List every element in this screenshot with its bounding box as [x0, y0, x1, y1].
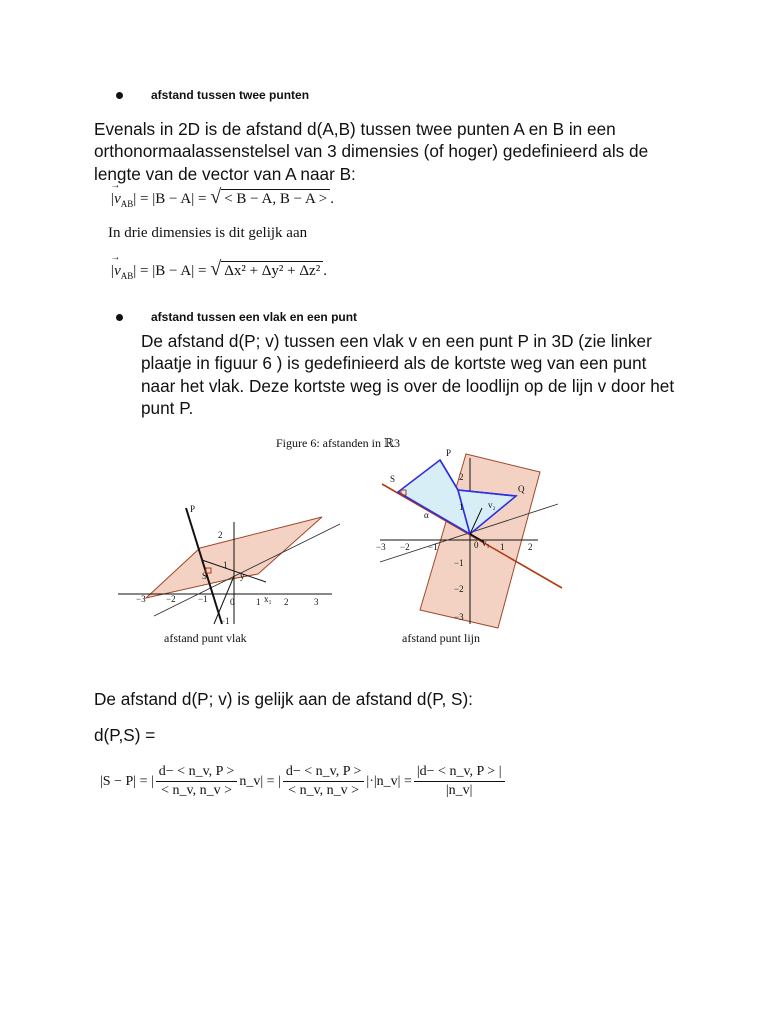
fraction-numerator: |d− < n_v, P > |	[414, 764, 505, 782]
label-P: P	[446, 448, 452, 458]
note-three-dimensions: In drie dimensies is dit gelijk aan	[108, 225, 308, 241]
fraction-1	[156, 764, 238, 799]
figure-6-diagram	[118, 448, 568, 654]
tick-x: −2	[166, 594, 176, 604]
label-P: P	[190, 504, 196, 514]
tick-y: 2	[459, 472, 464, 482]
bullet-dot	[116, 314, 123, 321]
formula-v: |v	[110, 191, 121, 207]
bullet-item-distance-two-points	[116, 88, 309, 102]
tick-x: 3	[314, 597, 319, 607]
label-v2: v₂	[488, 500, 496, 510]
fraction-numerator: d− < n_v, P >	[156, 764, 238, 782]
sqrt-radicand: Δx² + Δy² + Δz²	[221, 261, 323, 280]
tick-x: −1	[198, 594, 208, 604]
section-heading: afstand tussen twee punten	[151, 88, 310, 102]
sqrt-sign: √	[210, 186, 222, 208]
tick-x: −3	[376, 542, 386, 552]
tick-y: −3	[454, 612, 464, 622]
formula-end: .	[323, 263, 327, 279]
tick-y: 1	[459, 502, 464, 512]
tick-x: 0	[230, 597, 235, 607]
fraction-numerator: d− < n_v, P >	[283, 764, 365, 782]
text-line: lengte van de vector van A naar B:	[94, 163, 356, 184]
tick-x: 1	[500, 542, 505, 552]
formula-sub: AB	[120, 199, 134, 209]
tick-x: −3	[136, 594, 146, 604]
formula-vector-length	[110, 186, 334, 209]
tick-x: 0	[474, 540, 479, 550]
tick-x: 2	[528, 542, 533, 552]
distance-statement: De afstand d(P; v) is gelijk aan de afstand d(P, S):	[94, 689, 473, 709]
label-alpha: α	[424, 510, 429, 520]
sqrt-radicand: < B − A, B − A >	[221, 189, 330, 208]
tick-y: 1	[223, 560, 228, 570]
text-line: plaatje in figuur 6 ) is gedefinieerd als de kortste weg van een punt	[141, 353, 647, 374]
formula-mid: n_v| = |	[239, 773, 281, 789]
formula-lhs	[110, 191, 133, 207]
formula-mid: | = |B − A| =	[133, 263, 211, 279]
label-S: S	[202, 571, 208, 581]
tick-y: −1	[220, 616, 230, 626]
formula-lhs: |S − P| = |	[100, 773, 154, 789]
text-line: De afstand d(P; v) tussen een vlak v en een punt P in 3D (zie linker	[141, 331, 652, 351]
fraction-denominator: < n_v, n_v >	[161, 783, 232, 798]
paragraph-two-points	[94, 118, 734, 185]
paragraph-plane-point	[141, 330, 741, 420]
fraction-2	[283, 764, 365, 799]
section-heading: afstand tussen een vlak en een punt	[151, 310, 358, 324]
label-S: S	[390, 474, 396, 484]
formula-delta	[110, 258, 327, 281]
formula-sub: AB	[120, 271, 134, 281]
bullet-dot	[116, 92, 123, 99]
figure-right-label: afstand punt lijn	[402, 631, 480, 645]
tick-x: 2	[284, 597, 289, 607]
text-line: orthonormaalassenstelsel van 3 dimensies (of hoger) gedefinieerd als de	[94, 141, 649, 162]
figure-caption: Figure 6: afstanden in ℝ3	[276, 436, 400, 450]
label-y: y	[240, 571, 245, 581]
left-diagram	[118, 504, 340, 626]
formula-distance	[100, 764, 507, 799]
tick-y: 2	[218, 530, 223, 540]
tick-y: −1	[454, 558, 464, 568]
label-x1: x₁	[264, 594, 272, 604]
fraction-denominator: < n_v, n_v >	[288, 783, 360, 798]
formula-end: .	[330, 191, 334, 207]
fraction-3	[414, 764, 505, 799]
label-v1: v₁	[482, 538, 490, 548]
text-line: Evenals in 2D is de afstand d(A,B) tussen twee punten A en B in een	[94, 119, 616, 139]
tick-x: −1	[428, 542, 438, 552]
figure-left-label: afstand punt vlak	[164, 631, 247, 645]
label-Q: Q	[518, 484, 525, 494]
tick-y: −2	[454, 584, 464, 594]
dps-label: d(P,S) =	[94, 725, 156, 745]
formula-mid: |·|n_v| =	[366, 773, 412, 789]
text-line: punt P.	[141, 398, 194, 419]
tick-x: 1	[256, 597, 261, 607]
formula-lhs	[110, 263, 133, 279]
formula-v: |v	[110, 263, 121, 279]
sqrt-sign: √	[210, 258, 222, 280]
text-line: naar het vlak. Deze kortste weg is over de loodlijn op de lijn v door het	[141, 375, 675, 396]
fraction-denominator: |n_v|	[445, 783, 473, 798]
bullet-item-distance-plane-point	[116, 310, 357, 324]
formula-mid: | = |B − A| =	[133, 191, 211, 207]
right-diagram	[376, 448, 562, 628]
tick-x: −2	[400, 542, 410, 552]
